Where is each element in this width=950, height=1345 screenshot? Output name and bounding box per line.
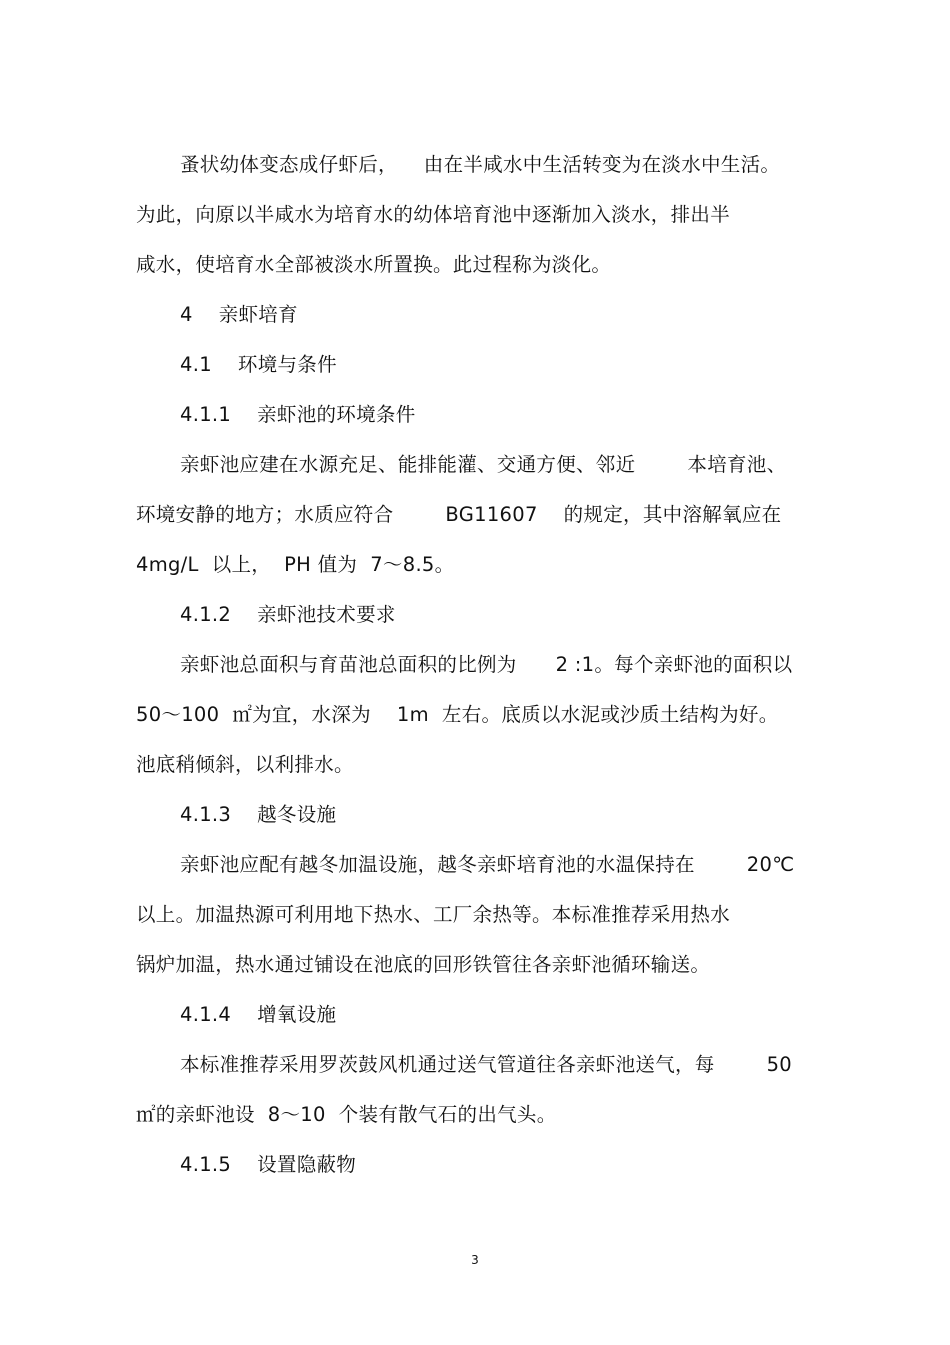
paragraph-4-1-3-line-1: 亲虾池应配有越冬加温设施，越冬亲虾培育池的水温保持在 20℃ [180,853,795,876]
paragraph-4-1-3-line-2: 以上。加温热源可利用地下热水、工厂余热等。本标准推荐采用热水 [136,903,731,926]
paragraph-1-line-3: 咸水，使培育水全部被淡水所置换。此过程称为淡化。 [136,253,612,276]
paragraph-1-line-2: 为此，向原以半咸水为培育水的幼体培育池中逐渐加入淡水，排出半 [136,203,731,226]
page-number: 3 [471,1253,479,1267]
paragraph-4-1-2-line-3: 池底稍倾斜，以利排水。 [136,753,354,776]
section-heading-4-1-3: 4.1.3 越冬设施 [180,803,337,826]
paragraph-4-1-1-line-3: 4mg/L 以上， PH 值为 7～8.5。 [136,553,455,576]
paragraph-4-1-2-line-2: 50～100 ㎡为宜，水深为 1m 左右。底质以水泥或沙质土结构为好。 [136,703,779,726]
paragraph-1-line-1: 蚤状幼体变态成仔虾后， 由在半咸水中生活转变为在淡水中生活。 [180,153,781,176]
paragraph-4-1-4-line-2: ㎡的亲虾池设 8～10 个装有散气石的出气头。 [136,1103,557,1126]
section-heading-4: 4 亲虾培育 [180,303,298,326]
paragraph-4-1-4-line-1: 本标准推荐采用罗茨鼓风机通过送气管道往各亲虾池送气，每 50 [180,1053,793,1076]
paragraph-4-1-1-line-1: 亲虾池应建在水源充足、能排能灌、交通方便、邻近 本培育池、 [180,453,787,476]
paragraph-4-1-1-line-2: 环境安静的地方；水质应符合 BG11607 的规定，其中溶解氧应在 [136,503,782,526]
paragraph-4-1-2-line-1: 亲虾池总面积与育苗池总面积的比例为 2 :1。每个亲虾池的面积以 [180,653,793,676]
section-heading-4-1-2: 4.1.2 亲虾池技术要求 [180,603,396,626]
paragraph-4-1-3-line-3: 锅炉加温，热水通过铺设在池底的回形铁管往各亲虾池循环输送。 [136,953,711,976]
section-heading-4-1-1: 4.1.1 亲虾池的环境条件 [180,403,416,426]
section-heading-4-1-5: 4.1.5 设置隐蔽物 [180,1153,357,1176]
section-heading-4-1: 4.1 环境与条件 [180,353,337,376]
section-heading-4-1-4: 4.1.4 增氧设施 [180,1003,337,1026]
